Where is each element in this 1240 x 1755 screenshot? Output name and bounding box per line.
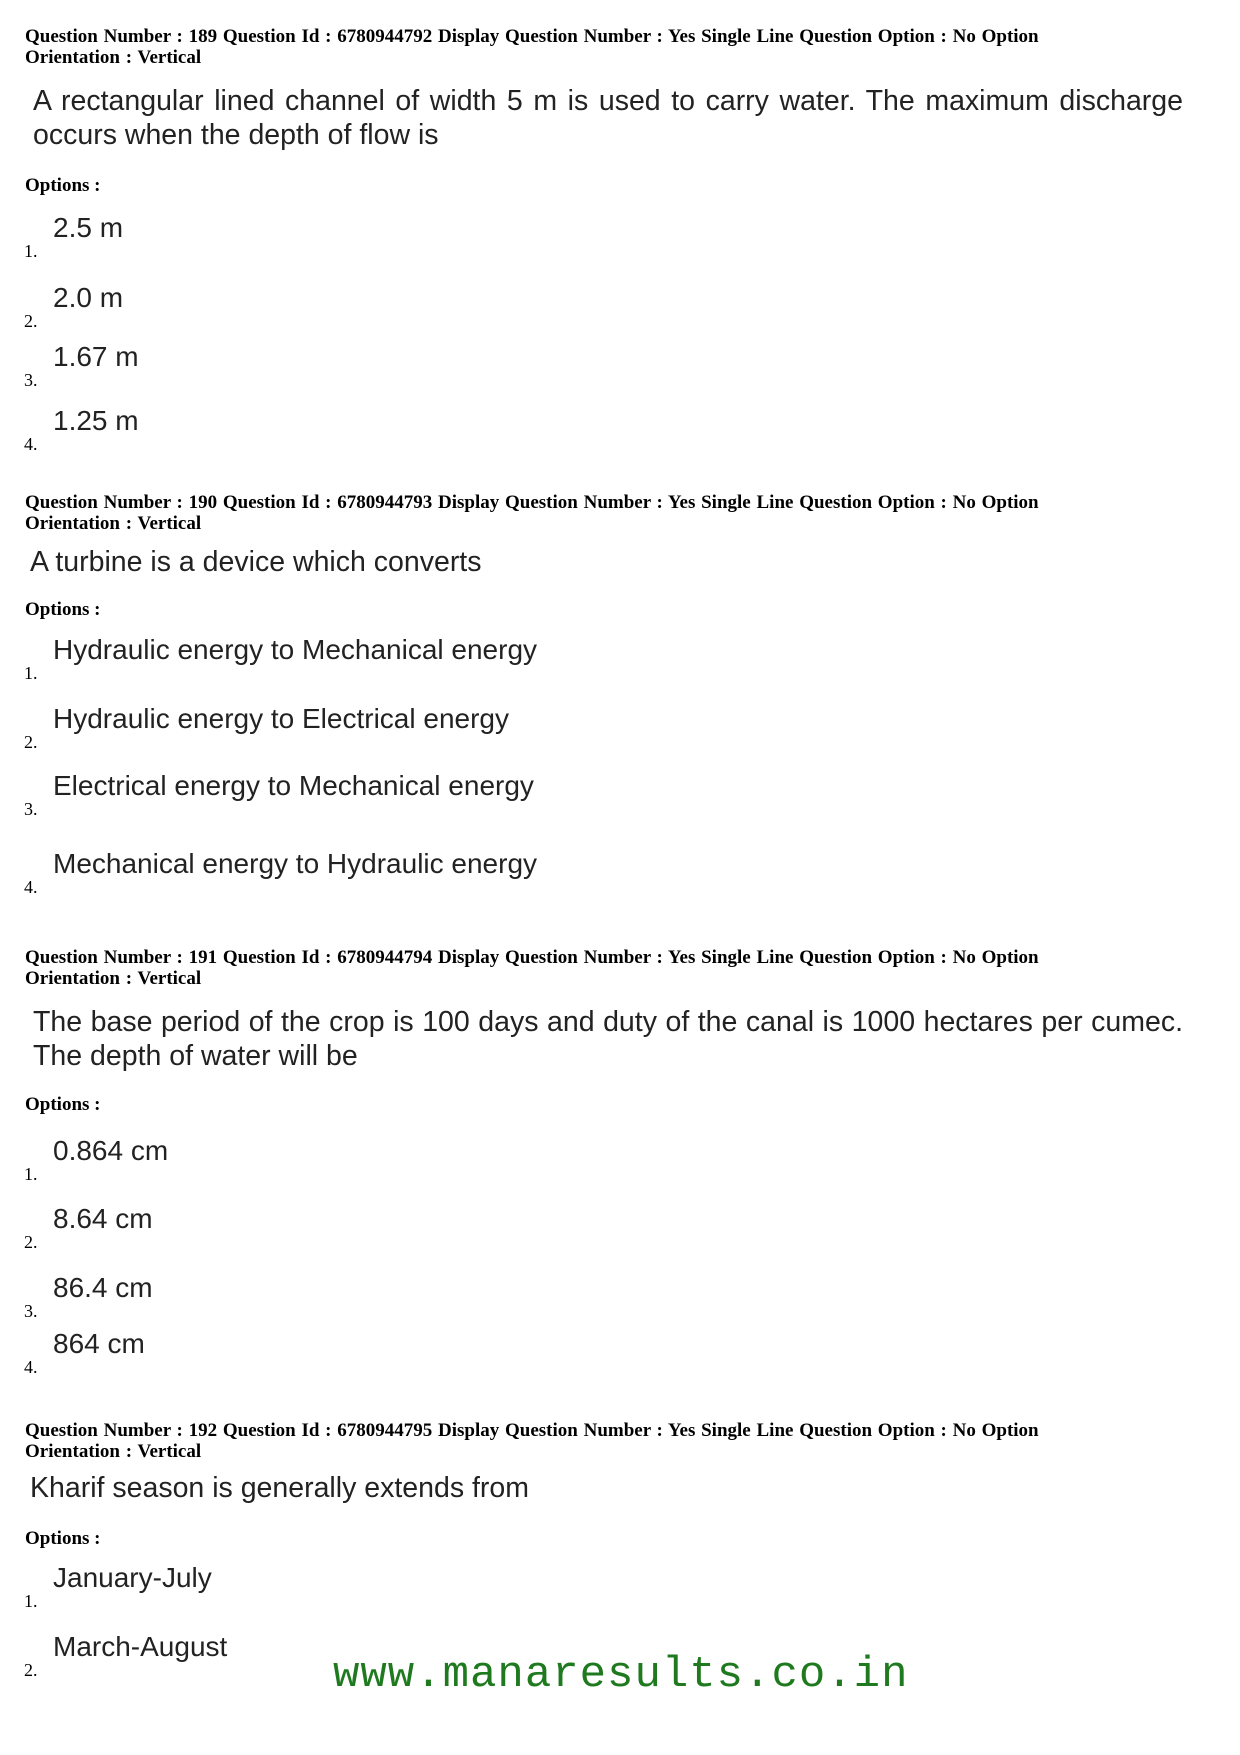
option-number: 1. [24, 1591, 38, 1611]
option-4[interactable] [0, 405, 900, 455]
question-text: Kharif season is generally extends from [30, 1472, 530, 1504]
option-number: 2. [24, 311, 38, 331]
options-label: Options : [25, 175, 101, 196]
option-1[interactable] [0, 1135, 900, 1185]
option-1[interactable] [0, 212, 900, 262]
question-meta [25, 947, 1215, 989]
option-text: 1.67 m [53, 341, 139, 372]
option-3[interactable] [0, 770, 900, 820]
option-3[interactable] [0, 341, 900, 391]
option-number: 4. [24, 434, 38, 454]
option-text: Electrical energy to Mechanical energy [53, 770, 534, 801]
option-number: 1. [24, 663, 38, 683]
options-label: Options : [25, 599, 101, 620]
option-number: 1. [24, 1164, 38, 1184]
option-4[interactable] [0, 848, 900, 898]
watermark-url: www.manaresults.co.in [333, 1650, 909, 1700]
option-text: Hydraulic energy to Mechanical energy [53, 634, 538, 665]
option-text: 2.5 m [53, 212, 124, 243]
question-meta [25, 492, 1215, 534]
option-text: January-July [53, 1562, 212, 1593]
option-1[interactable] [0, 634, 900, 684]
option-text: 864 cm [53, 1328, 145, 1359]
question-meta-line2: Orientation : Vertical [25, 1441, 202, 1462]
options-label: Options : [25, 1528, 101, 1549]
question-text: A turbine is a device which converts [30, 546, 482, 578]
option-number: 2. [24, 732, 38, 752]
question-meta [25, 26, 1215, 68]
option-number: 1. [24, 241, 38, 261]
option-text: 2.0 m [53, 282, 124, 313]
question-meta-line2: Orientation : Vertical [25, 513, 202, 534]
question-meta [25, 1420, 1215, 1462]
option-text: 0.864 cm [53, 1135, 169, 1166]
option-text: March-August [53, 1631, 228, 1662]
option-1[interactable] [0, 1562, 900, 1612]
option-2[interactable] [0, 282, 900, 332]
question-text: The base period of the crop is 100 days and duty of the canal is 1000 hectares per cumec. The depth of water will be [33, 1006, 1183, 1072]
option-2[interactable] [0, 703, 900, 753]
question-meta-line1: Question Number : 190 Question Id : 6780944793 Display Question Number : Yes Single Line Question Option : No Option [25, 492, 1039, 513]
option-4[interactable] [0, 1328, 900, 1378]
question-text: A rectangular lined channel of width 5 m is used to carry water. The maximum discharge occurs when the depth of flow is [33, 85, 1183, 151]
option-number: 2. [24, 1232, 38, 1252]
option-3[interactable] [0, 1272, 900, 1322]
question-meta-line1: Question Number : 191 Question Id : 6780944794 Display Question Number : Yes Single Line Question Option : No Option [25, 947, 1039, 968]
option-text: Hydraulic energy to Electrical energy [53, 703, 509, 734]
question-meta-line2: Orientation : Vertical [25, 968, 202, 989]
question-meta-line1: Question Number : 189 Question Id : 6780944792 Display Question Number : Yes Single Line Question Option : No Option [25, 26, 1039, 47]
option-number: 2. [24, 1660, 38, 1680]
option-text: 8.64 cm [53, 1203, 153, 1234]
option-number: 3. [24, 370, 38, 390]
option-text: Mechanical energy to Hydraulic energy [53, 848, 538, 879]
option-text: 86.4 cm [53, 1272, 153, 1303]
option-2[interactable] [0, 1203, 900, 1253]
question-meta-line2: Orientation : Vertical [25, 47, 202, 68]
option-number: 3. [24, 1301, 38, 1321]
option-text: 1.25 m [53, 405, 139, 436]
option-number: 4. [24, 1357, 38, 1377]
option-number: 3. [24, 799, 38, 819]
options-label: Options : [25, 1094, 101, 1115]
question-meta-line1: Question Number : 192 Question Id : 6780944795 Display Question Number : Yes Single Line Question Option : No Option [25, 1420, 1039, 1441]
option-number: 4. [24, 877, 38, 897]
